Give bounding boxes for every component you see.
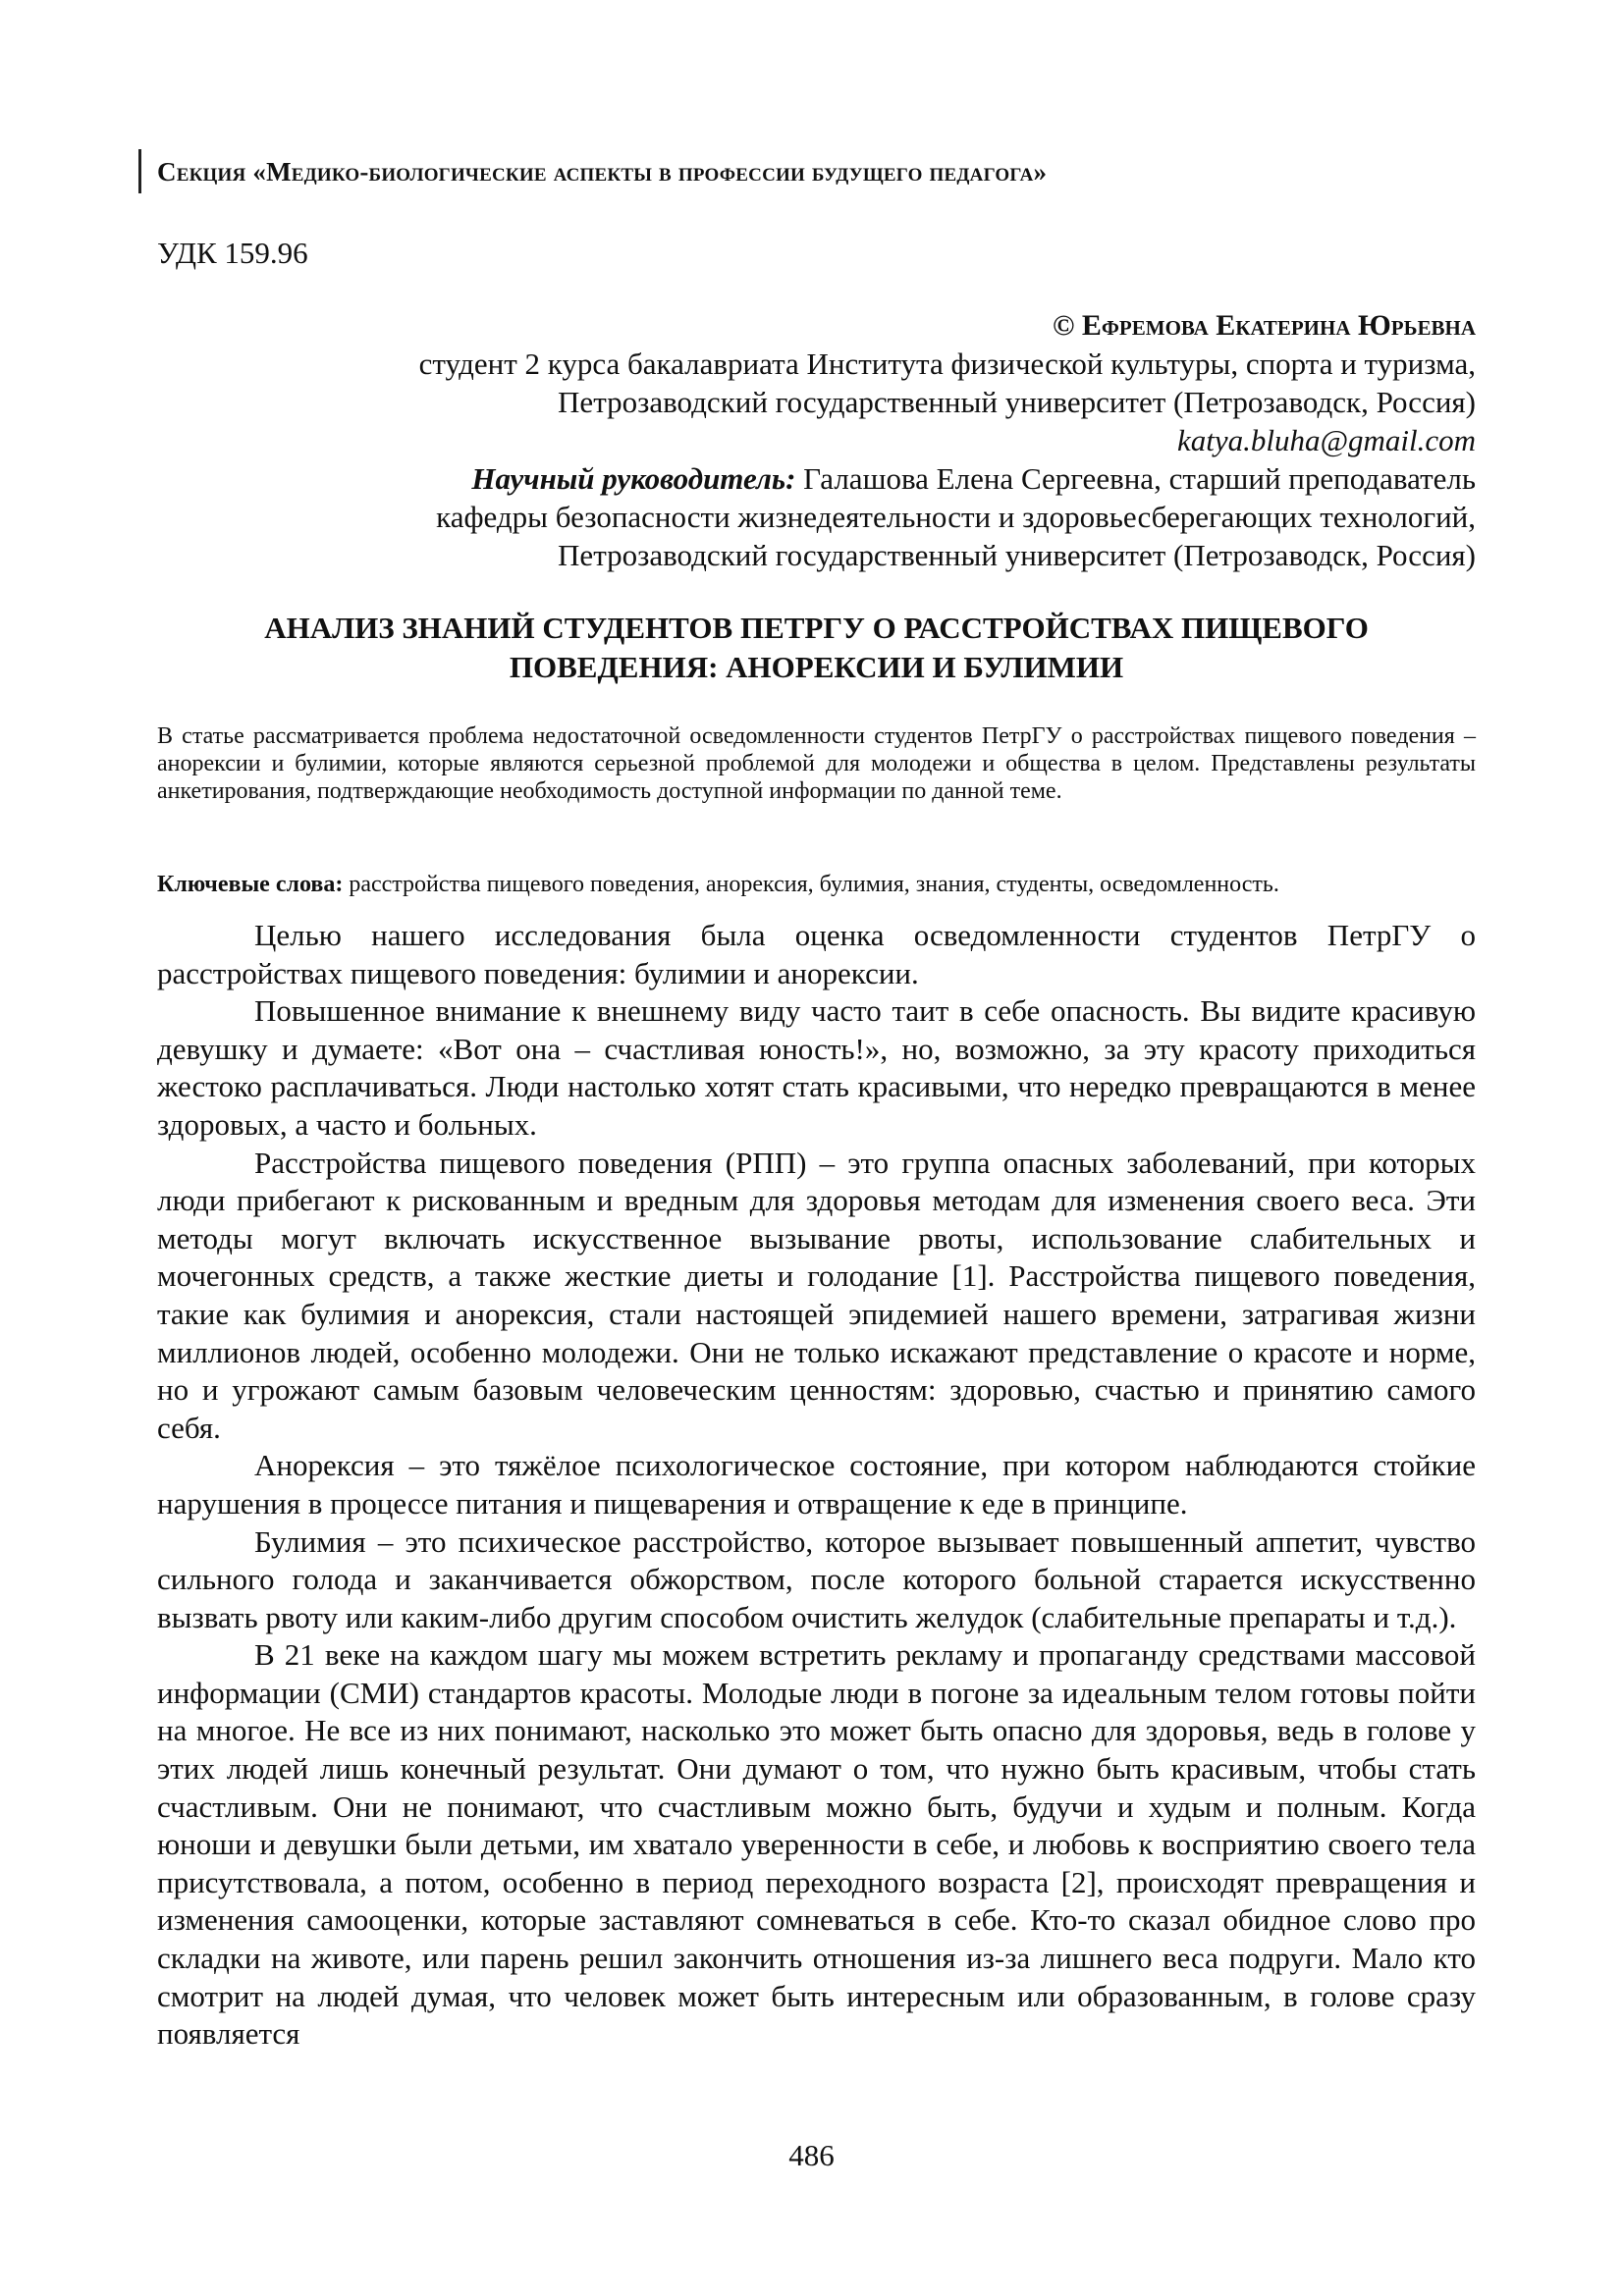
author-block bbox=[101, 306, 1476, 574]
body-paragraph: Повышенное внимание к внешнему виду часто таит в себе опасность. Вы видите красивую девушку и думаете: «Вот она – счастливая юность!», но, возможно, за эту красоту приходиться жестоко расплачиваться. Люди настолько хотят стать красивыми, что нередко превращаются в менее здоровых, а часто и больных. bbox=[157, 993, 1476, 1142]
body-paragraph: Целью нашего исследования была оценка осведомленности студентов ПетрГУ о расстройствах пищевого поведения: булимии и анорексии. bbox=[157, 918, 1476, 990]
supervisor-university: Петрозаводский государственный университет (Петрозаводск, Россия) bbox=[558, 538, 1476, 572]
author-name: © Ефремова Екатерина Юрьевна bbox=[1052, 309, 1476, 342]
page-number: 486 bbox=[788, 2138, 835, 2172]
supervisor-label: Научный руководитель: bbox=[471, 461, 796, 496]
author-university: Петрозаводский государственный университет (Петрозаводск, Россия) bbox=[558, 385, 1476, 419]
body-paragraph: В 21 веке на каждом шагу мы можем встретить рекламу и пропаганду средствами массовой информации (СМИ) стандартов красоты. Молодые люди в погоне за идеальным телом готовы пойти на многое. Не все из них понимают, насколько это может быть опасно для здоровья, ведь в голове у этих людей лишь конечный результат. Они думают о том, что нужно быть красивым, чтобы стать счастливым. Они не понимают, что счастливым можно быть, будучи и худым и полным. Когда юноши и девушки были детьми, им хватало уверенности в себе, и любовь к восприятию своего тела присутствовала, а потом, особенно в период переходного возраста [2], происходят превращения и изменения самооценки, которые заставляют сомневаться в себе. Кто-то сказал обидное слово про складки на животе, или парень решил закончить отношения из-за лишнего веса подруги. Мало кто смотрит на людей думая, что человек может быть интересным или образованным, в голове сразу появляется bbox=[157, 1637, 1476, 2052]
supervisor-department: кафедры безопасности жизнедеятельности и здоровьесберегающих технологий, bbox=[436, 500, 1476, 534]
keywords-text: расстройства пищевого поведения, анорексия, булимия, знания, студенты, осведомленность. bbox=[343, 872, 1279, 897]
udk-code: УДК 159.96 bbox=[157, 236, 308, 270]
title-line-1: АНАЛИЗ ЗНАНИЙ СТУДЕНТОВ ПЕТРГУ О РАССТРОЙСТВАХ ПИЩЕВОГО bbox=[264, 611, 1369, 645]
body-paragraph: Булимия – это психическое расстройство, которое вызывает повышенный аппетит, чувство сильного голода и заканчивается обжорством, после которого больной старается искусственно вызвать рвоту или каким-либо другим способом очистить желудок (слабительные препараты и т.д.). bbox=[157, 1523, 1476, 1634]
section-marker-bar bbox=[138, 149, 141, 193]
title-line-2: ПОВЕДЕНИЯ: АНОРЕКСИИ И БУЛИМИИ bbox=[509, 650, 1124, 684]
author-affiliation: студент 2 курса бакалавриата Института физической культуры, спорта и туризма, bbox=[418, 347, 1476, 381]
article-body bbox=[157, 917, 1476, 2054]
body-paragraph: Расстройства пищевого поведения (РПП) – это группа опасных заболеваний, при которых люди прибегают к рискованным и вредным для здоровья методам для изменения своего веса. Эти методы могут включать искусственное вызывание рвоты, использование слабительных и мочегонных средств, а также жесткие диеты и голодание [1]. Расстройства пищевого поведения, такие как булимия и анорексия, стали настоящей эпидемией нашего времени, затрагивая жизни миллионов людей, особенно молодежи. Они не только искажают представление о красоте и норме, но и угрожают самым базовым человеческим ценностям: здоровью, счастью и принятию самого себя. bbox=[157, 1145, 1476, 1445]
keywords bbox=[157, 871, 1476, 898]
supervisor-name: Галашова Елена Сергеевна, старший преподаватель bbox=[795, 461, 1476, 496]
author-email: katya.bluha@gmail.com bbox=[1176, 423, 1476, 457]
abstract: В статье рассматривается проблема недостаточной осведомленности студентов ПетрГУ о расстройствах пищевого поведения – анорексии и булимии, которые являются серьезной проблемой для молодежи и общества в целом. Представлены результаты анкетирования, подтверждающие необходимость доступной информации по данной теме. bbox=[157, 723, 1476, 804]
body-paragraph: Анорексия – это тяжёлое психологическое состояние, при котором наблюдаются стойкие нарушения в процессе питания и пищеварения и отвращение к еде в принципе. bbox=[157, 1448, 1476, 1521]
supervisor-line bbox=[101, 459, 1476, 498]
keywords-label: Ключевые слова: bbox=[157, 872, 344, 897]
article-title bbox=[157, 609, 1476, 687]
section-heading: Секция «Медико-биологические аспекты в профессии будущего педагога» bbox=[157, 157, 1048, 187]
